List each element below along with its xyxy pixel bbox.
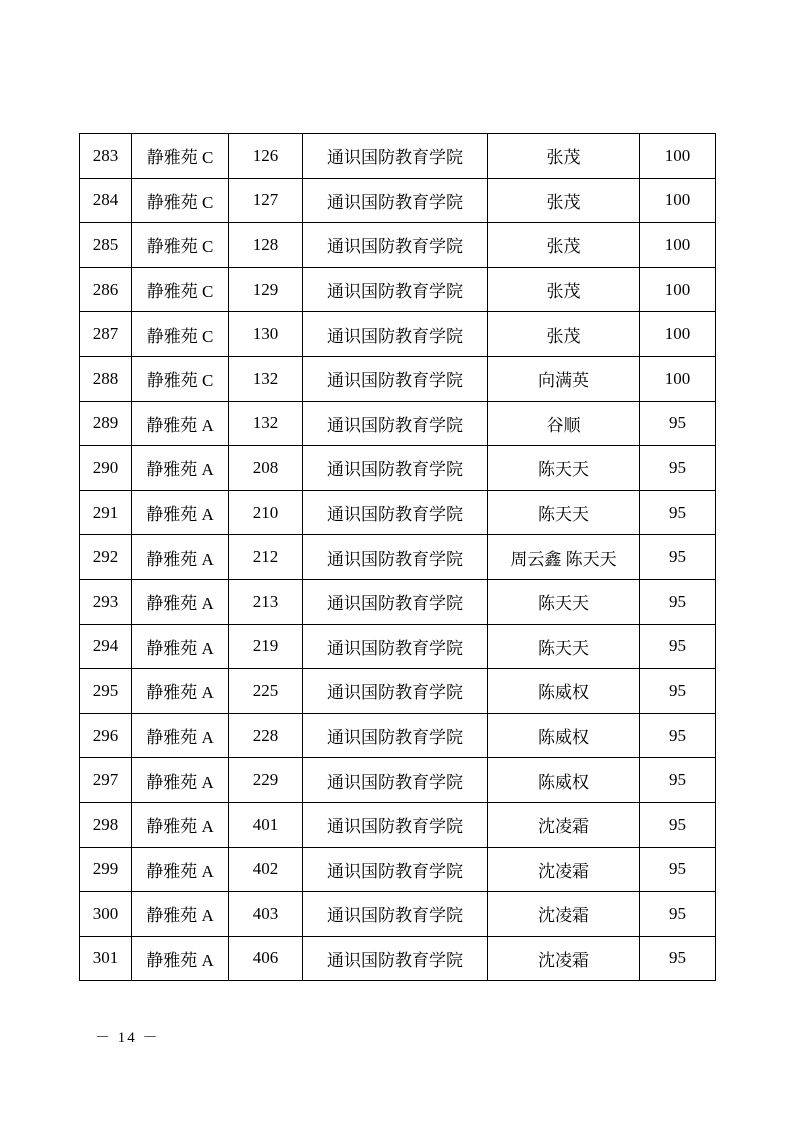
room-number-cell: 208 [229, 446, 303, 491]
room-number-cell: 132 [229, 401, 303, 446]
table-body [80, 134, 716, 981]
score-cell: 95 [640, 624, 716, 669]
table-row [80, 669, 716, 714]
college-cell: 通识国防教育学院 [303, 401, 488, 446]
college-cell: 通识国防教育学院 [303, 535, 488, 580]
resident-name-cell: 陈威权 [488, 669, 640, 714]
building-cell: 静雅苑 C [132, 312, 229, 357]
college-cell: 通识国防教育学院 [303, 892, 488, 937]
building-cell: 静雅苑 A [132, 624, 229, 669]
score-cell: 95 [640, 802, 716, 847]
resident-name-cell: 沈凌霜 [488, 802, 640, 847]
college-cell: 通识国防教育学院 [303, 312, 488, 357]
building-cell: 静雅苑 C [132, 356, 229, 401]
table-row [80, 267, 716, 312]
table-row [80, 713, 716, 758]
room-number-cell: 406 [229, 936, 303, 981]
score-cell: 95 [640, 401, 716, 446]
row-index-cell: 284 [80, 178, 132, 223]
row-index-cell: 297 [80, 758, 132, 803]
table-row [80, 401, 716, 446]
resident-name-cell: 陈威权 [488, 713, 640, 758]
resident-name-cell: 张茂 [488, 223, 640, 268]
room-number-cell: 129 [229, 267, 303, 312]
room-number-cell: 213 [229, 579, 303, 624]
row-index-cell: 283 [80, 134, 132, 179]
row-index-cell: 299 [80, 847, 132, 892]
resident-name-cell: 陈威权 [488, 758, 640, 803]
resident-name-cell: 沈凌霜 [488, 847, 640, 892]
row-index-cell: 289 [80, 401, 132, 446]
score-cell: 95 [640, 669, 716, 714]
table-row [80, 892, 716, 937]
building-cell: 静雅苑 A [132, 490, 229, 535]
room-number-cell: 402 [229, 847, 303, 892]
college-cell: 通识国防教育学院 [303, 802, 488, 847]
row-index-cell: 288 [80, 356, 132, 401]
resident-name-cell: 沈凌霜 [488, 892, 640, 937]
score-cell: 95 [640, 579, 716, 624]
table-row [80, 134, 716, 179]
row-index-cell: 298 [80, 802, 132, 847]
building-cell: 静雅苑 C [132, 134, 229, 179]
college-cell: 通识国防教育学院 [303, 178, 488, 223]
resident-name-cell: 陈天天 [488, 624, 640, 669]
room-number-cell: 126 [229, 134, 303, 179]
building-cell: 静雅苑 C [132, 267, 229, 312]
resident-name-cell: 张茂 [488, 312, 640, 357]
table-row [80, 223, 716, 268]
college-cell: 通识国防教育学院 [303, 490, 488, 535]
row-index-cell: 300 [80, 892, 132, 937]
table-row [80, 490, 716, 535]
college-cell: 通识国防教育学院 [303, 134, 488, 179]
college-cell: 通识国防教育学院 [303, 223, 488, 268]
building-cell: 静雅苑 C [132, 223, 229, 268]
room-number-cell: 128 [229, 223, 303, 268]
room-number-cell: 210 [229, 490, 303, 535]
room-number-cell: 130 [229, 312, 303, 357]
room-number-cell: 127 [229, 178, 303, 223]
score-cell: 95 [640, 713, 716, 758]
college-cell: 通识国防教育学院 [303, 713, 488, 758]
room-number-cell: 132 [229, 356, 303, 401]
row-index-cell: 295 [80, 669, 132, 714]
resident-name-cell: 张茂 [488, 178, 640, 223]
building-cell: 静雅苑 A [132, 802, 229, 847]
resident-name-cell: 陈天天 [488, 490, 640, 535]
row-index-cell: 285 [80, 223, 132, 268]
building-cell: 静雅苑 C [132, 178, 229, 223]
resident-name-cell: 陈天天 [488, 446, 640, 491]
row-index-cell: 294 [80, 624, 132, 669]
building-cell: 静雅苑 A [132, 579, 229, 624]
college-cell: 通识国防教育学院 [303, 446, 488, 491]
score-cell: 100 [640, 312, 716, 357]
building-cell: 静雅苑 A [132, 401, 229, 446]
row-index-cell: 287 [80, 312, 132, 357]
score-cell: 95 [640, 758, 716, 803]
table-row [80, 178, 716, 223]
college-cell: 通识国防教育学院 [303, 669, 488, 714]
table-row [80, 535, 716, 580]
resident-name-cell: 张茂 [488, 267, 640, 312]
score-cell: 95 [640, 490, 716, 535]
resident-name-cell: 张茂 [488, 134, 640, 179]
college-cell: 通识国防教育学院 [303, 758, 488, 803]
building-cell: 静雅苑 A [132, 758, 229, 803]
score-cell: 95 [640, 446, 716, 491]
score-cell: 95 [640, 535, 716, 580]
row-index-cell: 291 [80, 490, 132, 535]
table-row [80, 312, 716, 357]
score-cell: 95 [640, 892, 716, 937]
college-cell: 通识国防教育学院 [303, 624, 488, 669]
score-cell: 100 [640, 134, 716, 179]
room-number-cell: 229 [229, 758, 303, 803]
table-row [80, 936, 716, 981]
row-index-cell: 292 [80, 535, 132, 580]
college-cell: 通识国防教育学院 [303, 579, 488, 624]
building-cell: 静雅苑 A [132, 535, 229, 580]
row-index-cell: 286 [80, 267, 132, 312]
row-index-cell: 296 [80, 713, 132, 758]
building-cell: 静雅苑 A [132, 936, 229, 981]
table-row [80, 446, 716, 491]
table-row [80, 579, 716, 624]
room-number-cell: 403 [229, 892, 303, 937]
score-cell: 100 [640, 356, 716, 401]
room-number-cell: 401 [229, 802, 303, 847]
room-number-cell: 212 [229, 535, 303, 580]
resident-name-cell: 陈天天 [488, 579, 640, 624]
college-cell: 通识国防教育学院 [303, 936, 488, 981]
resident-name-cell: 沈凌霜 [488, 936, 640, 981]
college-cell: 通识国防教育学院 [303, 847, 488, 892]
row-index-cell: 301 [80, 936, 132, 981]
table-row [80, 356, 716, 401]
room-number-cell: 228 [229, 713, 303, 758]
score-cell: 95 [640, 847, 716, 892]
building-cell: 静雅苑 A [132, 892, 229, 937]
building-cell: 静雅苑 A [132, 446, 229, 491]
room-number-cell: 219 [229, 624, 303, 669]
dorm-score-table [79, 133, 716, 981]
resident-name-cell: 周云鑫 陈天天 [488, 535, 640, 580]
row-index-cell: 293 [80, 579, 132, 624]
score-cell: 100 [640, 267, 716, 312]
score-cell: 100 [640, 223, 716, 268]
building-cell: 静雅苑 A [132, 713, 229, 758]
score-cell: 100 [640, 178, 716, 223]
college-cell: 通识国防教育学院 [303, 267, 488, 312]
page-number: － 14 － [95, 1030, 160, 1046]
building-cell: 静雅苑 A [132, 669, 229, 714]
score-cell: 95 [640, 936, 716, 981]
resident-name-cell: 向满英 [488, 356, 640, 401]
row-index-cell: 290 [80, 446, 132, 491]
college-cell: 通识国防教育学院 [303, 356, 488, 401]
table-row [80, 802, 716, 847]
resident-name-cell: 谷顺 [488, 401, 640, 446]
table-row [80, 847, 716, 892]
table-row [80, 624, 716, 669]
table-row [80, 758, 716, 803]
building-cell: 静雅苑 A [132, 847, 229, 892]
room-number-cell: 225 [229, 669, 303, 714]
